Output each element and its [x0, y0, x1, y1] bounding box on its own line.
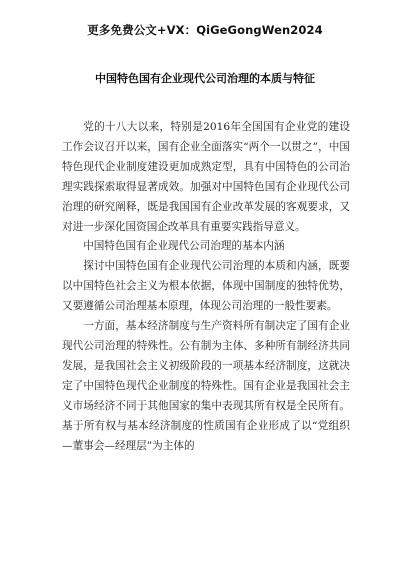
- document-body: [62, 118, 350, 456]
- promo-banner: 更多免费公文+VX：QiGeGongWen2024: [87, 23, 323, 37]
- document-title: 中国特色国有企业现代公司治理的本质与特征: [95, 72, 315, 85]
- paragraph-essence: 探讨中国特色国有企业现代公司治理的本质和内涵，既要以中国特色社会主义为根本依据，体现中国制度的独特优势，又要遵循公司治理基本原理，体现公司治理的一般性要素。: [62, 260, 350, 313]
- paragraph-ownership: 一方面，基本经济制度与生产资料所有制决定了国有企业现代公司治理的特殊性。公有制为主体、多种所有制经济共同发展，是我国社会主义初级阶段的一项基本经济制度，这就决定了中国特色现代企业制度的特殊性。国有企业是我国社会主义市场经济不同于其他国家的集中表现其所有权是全民所有。基于所有权与基本经济制度的性质国有企业形成了以“党组织—董事会—经理层”为主体的: [62, 320, 350, 452]
- section-heading: 中国特色国有企业现代公司治理的基本内涵: [83, 240, 285, 253]
- paragraph-intro: 党的十八大以来，特别是2016年全国国有企业党的建设工作会议召开以来，国有企业全面落实“两个一以贯之”，中国特色现代企业制度建设更加成熟定型，具有中国特色的公司治理实践探索取得显著成效。加强对中国特色国有企业现代公司治理的研究阐释，既是我国国有企业改革发展的客观要求，又对进一步深化国资国企改革具有重要实践指导意义。: [62, 121, 350, 233]
